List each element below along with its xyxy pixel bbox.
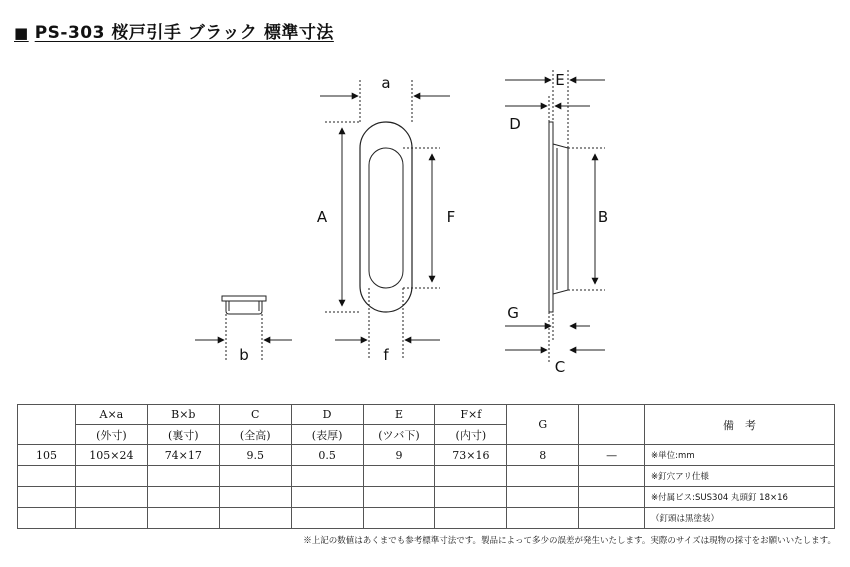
side-view <box>505 70 605 362</box>
table-cell <box>18 487 76 508</box>
table-row <box>18 487 835 508</box>
label-E: E <box>555 71 565 89</box>
table-cell <box>291 466 363 487</box>
table-cell: 0.5 <box>291 445 363 466</box>
table-cell <box>435 466 507 487</box>
header-cell: B×b <box>147 405 219 425</box>
header-cell: (表厚) <box>291 425 363 445</box>
header-cell: (内寸) <box>435 425 507 445</box>
table-cell <box>75 487 147 508</box>
table-cell: 9 <box>363 445 435 466</box>
label-B: B <box>597 208 609 226</box>
label-G: G <box>507 304 519 322</box>
table-cell: — <box>579 445 645 466</box>
table-row <box>18 508 835 529</box>
table-cell <box>579 508 645 529</box>
header-row-top <box>18 405 835 425</box>
table-cell <box>507 487 579 508</box>
table-cell <box>291 508 363 529</box>
table-cell <box>219 508 291 529</box>
spec-table <box>17 404 835 529</box>
remark-note: ※単位:mm <box>645 445 835 466</box>
table-cell <box>147 508 219 529</box>
table-cell <box>363 487 435 508</box>
table-cell <box>147 466 219 487</box>
table-cell: 8 <box>507 445 579 466</box>
table-cell <box>219 487 291 508</box>
table-cell <box>435 487 507 508</box>
header-cell: (外寸) <box>75 425 147 445</box>
header-cell: (全高) <box>219 425 291 445</box>
header-cell <box>579 405 645 445</box>
title-square-marker: ■ <box>14 24 29 42</box>
table-cell: 9.5 <box>219 445 291 466</box>
table-cell <box>18 508 76 529</box>
header-cell: E <box>363 405 435 425</box>
table-cell: 74×17 <box>147 445 219 466</box>
table-cell <box>435 508 507 529</box>
front-view <box>320 80 450 360</box>
label-C: C <box>554 358 566 376</box>
table-cell <box>219 466 291 487</box>
header-cell <box>18 405 76 445</box>
header-cell: C <box>219 405 291 425</box>
remark-note: ※付属ビス:SUS304 丸頭釘 18×16 <box>645 487 835 508</box>
table-row <box>18 445 835 466</box>
footnote: ※上記の数値はあくまでも参考標準寸法です。製品によって多少の誤差が発生いたします。実際のサイズは現物の採寸をお願いいたします。 <box>303 536 836 546</box>
title-text: PS-303 桜戸引手 ブラック 標準寸法 <box>34 23 334 43</box>
table-cell <box>363 466 435 487</box>
header-cell: F×f <box>435 405 507 425</box>
remark-note: ※釘穴アリ仕様 <box>645 466 835 487</box>
header-cell: (裏寸) <box>147 425 219 445</box>
table-cell <box>507 466 579 487</box>
table-cell: 73×16 <box>435 445 507 466</box>
table-cell <box>507 508 579 529</box>
table-row <box>18 466 835 487</box>
remark-note: （釘頭は黒塗装） <box>645 508 835 529</box>
table-cell <box>75 466 147 487</box>
label-A: A <box>316 208 328 226</box>
table-cell <box>291 487 363 508</box>
label-b: b <box>239 346 249 364</box>
label-D: D <box>509 115 521 133</box>
header-cell: D <box>291 405 363 425</box>
label-f: f <box>383 346 389 364</box>
table-cell <box>18 466 76 487</box>
header-cell: G <box>507 405 579 445</box>
table-cell: 105×24 <box>75 445 147 466</box>
table-cell <box>579 487 645 508</box>
label-F: F <box>446 208 456 226</box>
header-cell-remarks: 備 考 <box>645 405 835 445</box>
table-cell <box>75 508 147 529</box>
label-a: a <box>381 74 391 92</box>
table-cell: 105 <box>18 445 76 466</box>
table-cell <box>579 466 645 487</box>
header-cell: A×a <box>75 405 147 425</box>
table-cell <box>363 508 435 529</box>
table-cell <box>147 487 219 508</box>
header-cell: (ツバ下) <box>363 425 435 445</box>
